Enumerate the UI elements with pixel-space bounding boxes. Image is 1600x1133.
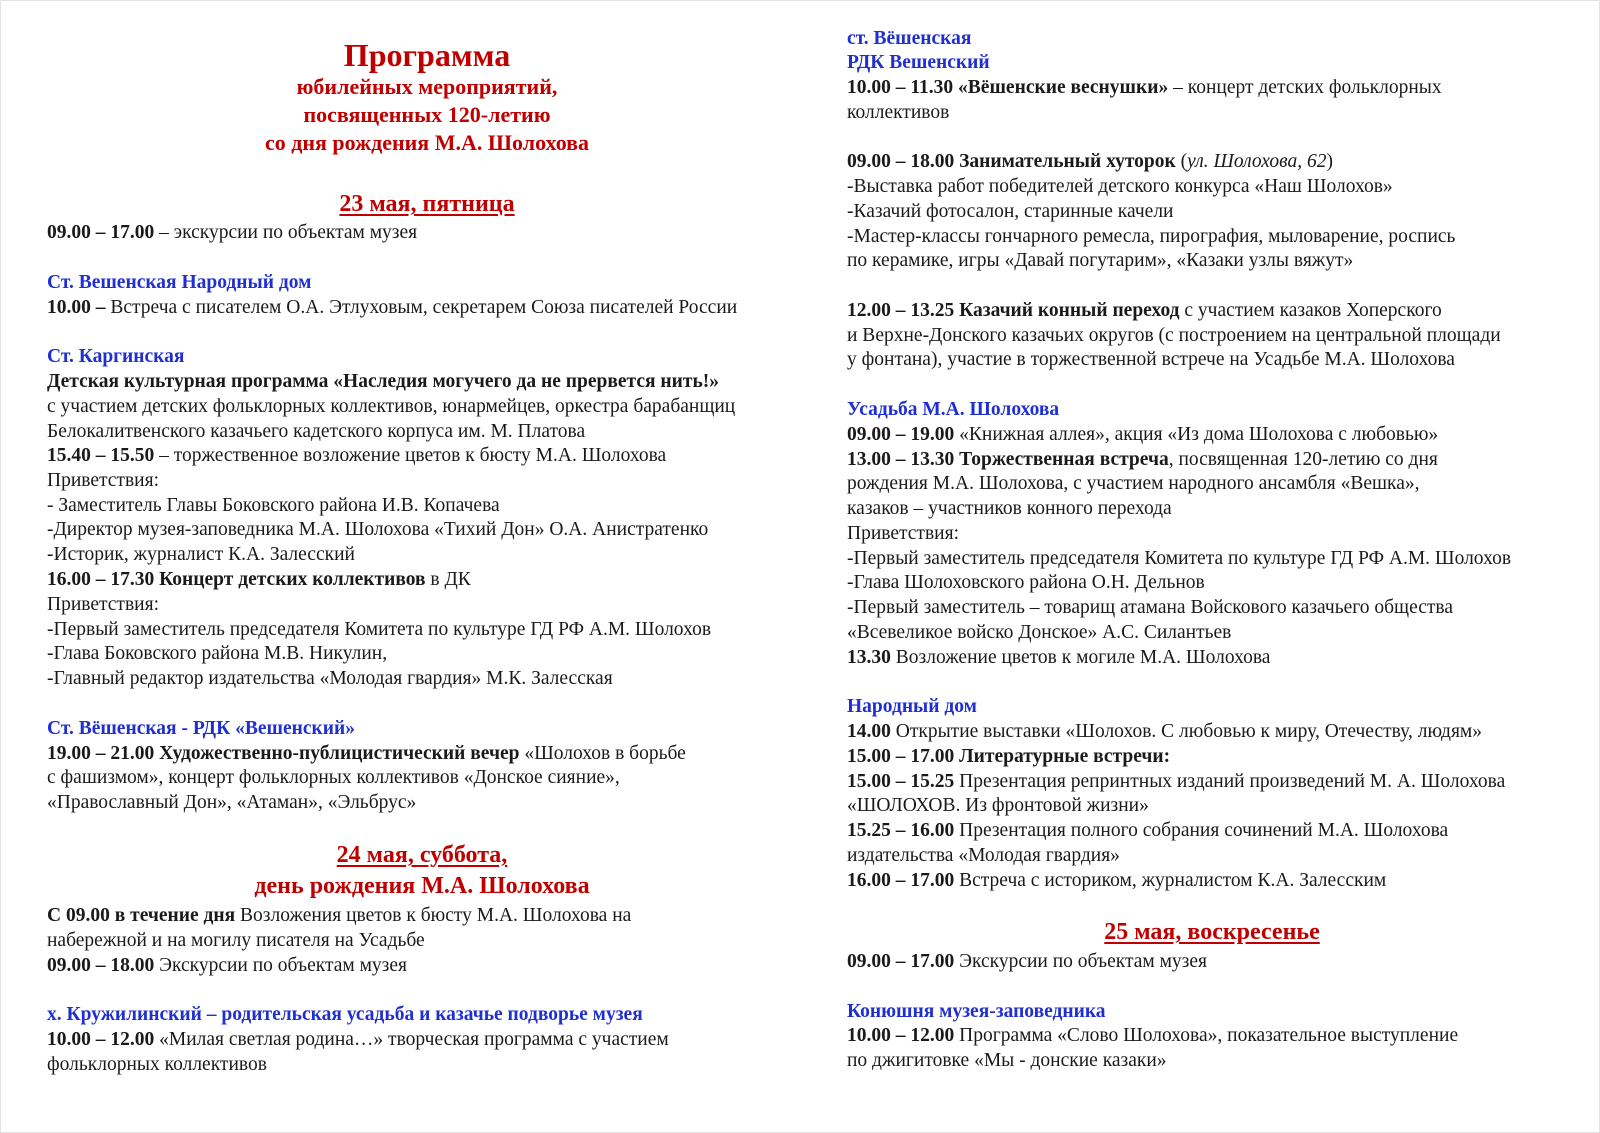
schedule-item: 10.00 – 12.00 «Милая светлая родина…» творческая программа с участием xyxy=(47,1029,669,1050)
schedule-item: 09.00 – 17.00 Экскурсии по объектам музея xyxy=(847,951,1207,972)
day2-heading-line-1: 24 мая, суббота, xyxy=(336,842,508,868)
venue-heading: ст. Вёшенская xyxy=(847,28,972,49)
schedule-item: 09.00 – 17.00 – экскурсии по объектам музея xyxy=(47,222,418,243)
speaker-line: -Первый заместитель председателя Комитета по культуре ГД РФ А.М. Шолохов xyxy=(47,619,712,640)
venue-heading: Ст. Вёшенская - РДК «Вешенский» xyxy=(47,718,355,739)
text-line: фольклорных коллективов xyxy=(47,1054,267,1075)
program-subtitle-line-3: со дня рождения М.А. Шолохова xyxy=(264,130,590,155)
schedule-item: 16.00 – 17.00 Встреча с историком, журналистом К.А. Залесским xyxy=(847,870,1387,891)
schedule-item: 09.00 – 19.00 «Книжная аллея», акция «Из дома Шолохова с любовью» xyxy=(847,424,1439,445)
speaker-line: «Всевеликое войско Донское» А.С. Силантьев xyxy=(847,622,1232,643)
event-title: Детская культурная программа «Наследия могучего да не прервется нить!» xyxy=(47,371,720,392)
speaker-line: -Главный редактор издательства «Молодая гвардия» М.К. Залесская xyxy=(47,668,613,689)
text-line: по керамике, игры «Давай погутарим», «Казаки узлы вяжут» xyxy=(847,250,1354,271)
schedule-item: С 09.00 в течение дня Возложения цветов к бюсту М.А. Шолохова на xyxy=(47,905,632,926)
text-line: -Мастер-классы гончарного ремесла, пирография, мыловарение, роспись xyxy=(847,226,1456,247)
schedule-item: 16.00 – 17.30 Концерт детских коллективов в ДК xyxy=(47,569,471,590)
text-line: -Казачий фотосалон, старинные качели xyxy=(847,201,1174,222)
venue-heading: Конюшня музея-заповедника xyxy=(847,1001,1106,1022)
greetings-label: Приветствия: xyxy=(47,470,159,491)
schedule-item: 09.00 – 18.00 Экскурсии по объектам музея xyxy=(47,955,407,976)
speaker-line: -Историк, журналист К.А. Залесский xyxy=(47,544,355,565)
schedule-item: 10.00 – 11.30 «Вёшенские веснушки» – концерт детских фольклорных xyxy=(847,77,1442,98)
text-line: с участием детских фольклорных коллективов, юнармейцев, оркестра барабанщиц xyxy=(47,396,736,417)
schedule-item: 15.25 – 16.00 Презентация полного собрания сочинений М.А. Шолохова xyxy=(847,820,1449,841)
text-line: казаков – участников конного перехода xyxy=(847,498,1172,519)
text-line: у фонтана), участие в торжественной встрече на Усадьбе М.А. Шолохова xyxy=(847,349,1455,370)
text-line: коллективов xyxy=(847,102,950,123)
event-title: 15.00 – 17.00 Литературные встречи: xyxy=(847,746,1171,767)
text-line: и Верхне-Донского казачьих округов (с построением на центральной площади xyxy=(847,325,1501,346)
speaker-line: -Первый заместитель председателя Комитета по культуре ГД РФ А.М. Шолохов xyxy=(847,548,1512,569)
schedule-item: 09.00 – 18.00 Занимательный хуторок (ул. Шолохова, 62) xyxy=(847,151,1333,172)
schedule-item: 13.30 Возложение цветов к могиле М.А. Шолохова xyxy=(847,647,1271,668)
speaker-line: -Первый заместитель – товарищ атамана Войскового казачьего общества xyxy=(847,597,1453,618)
greetings-label: Приветствия: xyxy=(47,594,159,615)
text-line: -Выставка работ победителей детского конкурса «Наш Шолохов» xyxy=(847,176,1393,197)
speaker-line: - Заместитель Главы Боковского района И.В. Копачева xyxy=(47,495,500,516)
venue-heading: Усадьба М.А. Шолохова xyxy=(847,399,1060,420)
venue-heading: Народный дом xyxy=(847,696,977,717)
text-line: с фашизмом», концерт фольклорных коллективов «Донское сияние», xyxy=(47,767,620,788)
text-line: по джигитовке «Мы - донские казаки» xyxy=(847,1050,1167,1071)
venue-heading: Ст. Вешенская Народный дом xyxy=(47,272,312,293)
venue-heading: РДК Вешенский xyxy=(847,52,990,73)
schedule-item: 13.00 – 13.30 Торжественная встреча, посвященная 120-летию со дня xyxy=(847,449,1438,470)
program-title: Программа xyxy=(343,37,511,73)
day1-heading: 23 мая, пятница xyxy=(339,191,515,217)
speaker-line: -Директор музея-заповедника М.А. Шолохова «Тихий Дон» О.А. Анистратенко xyxy=(47,519,709,540)
program-subtitle-line-1: юбилейных мероприятий, xyxy=(296,74,558,99)
text-line: рождения М.А. Шолохова, с участием народного ансамбля «Вешка», xyxy=(847,473,1420,494)
text-line: «ШОЛОХОВ. Из фронтовой жизни» xyxy=(847,795,1149,816)
schedule-item: 15.40 – 15.50 – торжественное возложение цветов к бюсту М.А. Шолохова xyxy=(47,445,667,466)
venue-heading: Ст. Каргинская xyxy=(47,346,185,367)
schedule-item: 10.00 – Встреча с писателем О.А. Этлуховым, секретарем Союза писателей России xyxy=(47,297,738,318)
greetings-label: Приветствия: xyxy=(847,523,959,544)
program-subtitle-line-2: посвященных 120-летию xyxy=(303,102,551,127)
schedule-item: 14.00 Открытие выставки «Шолохов. С любовью к миру, Отечеству, людям» xyxy=(847,721,1482,742)
schedule-item: 15.00 – 15.25 Презентация репринтных изданий произведений М. А. Шолохова xyxy=(847,771,1506,792)
speaker-line: -Глава Боковского района М.В. Никулин, xyxy=(47,643,388,664)
text-line: Белокалитвенского казачьего кадетского корпуса им. М. Платова xyxy=(47,421,586,442)
text-line: набережной и на могилу писателя на Усадьбе xyxy=(47,930,425,951)
speaker-line: -Глава Шолоховского района О.Н. Дельнов xyxy=(847,572,1205,593)
text-line: «Православный Дон», «Атаман», «Эльбрус» xyxy=(47,792,417,813)
day2-heading-line-2: день рождения М.А. Шолохова xyxy=(254,873,590,899)
schedule-item: 19.00 – 21.00 Художественно-публицистический вечер «Шолохов в борьбе xyxy=(47,743,686,764)
schedule-item: 12.00 – 13.25 Казачий конный переход с участием казаков Хоперского xyxy=(847,300,1442,321)
text-line: издательства «Молодая гвардия» xyxy=(847,845,1120,866)
schedule-item: 10.00 – 12.00 Программа «Слово Шолохова», показательное выступление xyxy=(847,1025,1459,1046)
day3-heading: 25 мая, воскресенье xyxy=(1104,919,1320,945)
venue-heading: х. Кружилинский – родительская усадьба и казачье подворье музея xyxy=(47,1004,643,1025)
